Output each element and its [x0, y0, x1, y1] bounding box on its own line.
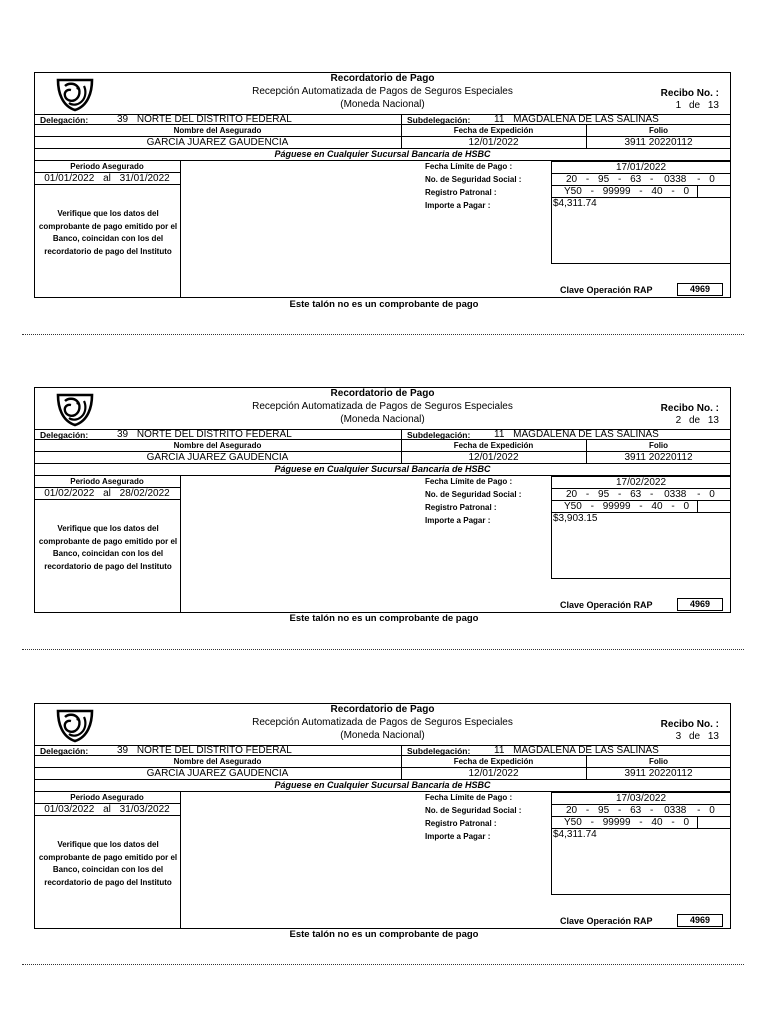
- subdelegacion-name: MAGDALENA DE LAS SALINAS: [513, 114, 659, 125]
- recibo-of: de: [688, 415, 701, 426]
- registro-value: [564, 818, 689, 828]
- slip-title: Recordatorio de Pago: [330, 388, 435, 399]
- nss-part: 20: [566, 489, 578, 500]
- registro-part: 40: [651, 501, 663, 512]
- nss-separator: -: [649, 489, 654, 500]
- fecha-limite-value: 17/03/2022: [615, 793, 667, 804]
- recibo-total: 13: [707, 731, 719, 742]
- clave-rap-value: 4969: [689, 915, 711, 925]
- fecha-limite-value: 17/01/2022: [615, 162, 667, 173]
- nss-label: No. de Seguridad Social :: [425, 175, 522, 184]
- delegacion-number: 39: [117, 429, 129, 440]
- nss-value: [566, 490, 715, 500]
- verify-notice: Verifique que los datos del comprobante de pago emitido por el Banco, coincidan con los del recordatorio de pago del Instituto: [38, 209, 178, 256]
- importe-label: Importe a Pagar :: [425, 832, 491, 841]
- nombre-label: Nombre del Asegurado: [173, 126, 262, 135]
- subdelegacion-label: Subdelegación:: [407, 746, 471, 756]
- periodo-from: 01/03/2022: [44, 804, 95, 815]
- slip-subtitle: Recepción Automatizada de Pagos de Seguros Especiales: [252, 717, 513, 728]
- verify-notice: Verifique que los datos del comprobante de pago emitido por el Banco, coincidan con los del recordatorio de pago del Instituto: [38, 524, 178, 571]
- clave-rap-value: 4969: [689, 284, 711, 294]
- registro-part: 99999: [602, 501, 631, 512]
- fecha-expedicion-value: 12/01/2022: [468, 768, 519, 779]
- not-receipt-notice: Este talón no es un comprobante de pago: [289, 299, 479, 310]
- nss-part: 95: [598, 805, 610, 816]
- recibo-label: Recibo No. :: [660, 719, 719, 730]
- fecha-limite-value: 17/02/2022: [615, 477, 667, 488]
- nombre-value: GARCIA JUAREZ GAUDENCIA: [146, 452, 289, 463]
- nombre-label: Nombre del Asegurado: [173, 441, 262, 450]
- delegacion-label: Delegación:: [40, 746, 89, 756]
- nss-part: 0: [709, 489, 715, 500]
- periodo-value: [34, 489, 180, 499]
- payment-slip: [34, 703, 731, 929]
- registro-part: 99999: [602, 817, 631, 828]
- recibo-of: de: [688, 100, 701, 111]
- subdelegacion-number: 11: [494, 429, 505, 440]
- nombre-value: GARCIA JUAREZ GAUDENCIA: [146, 768, 289, 779]
- registro-part: 0: [683, 817, 690, 828]
- nss-separator: -: [617, 174, 622, 185]
- nss-part: 0338: [664, 805, 687, 816]
- registro-separator: -: [671, 186, 675, 197]
- payment-slip: [34, 387, 731, 613]
- recibo-current: 3: [675, 731, 682, 742]
- nss-part: 63: [630, 174, 642, 185]
- subdelegacion-number: 11: [494, 114, 505, 125]
- cut-line: [22, 964, 744, 965]
- cut-line: [22, 649, 744, 650]
- clave-rap-label: Clave Operación RAP: [560, 600, 653, 610]
- paguese-banner: Páguese en Cualquier Sucursal Bancaria de HSBC: [274, 464, 491, 474]
- paguese-banner: Páguese en Cualquier Sucursal Bancaria de HSBC: [274, 149, 491, 159]
- registro-value: [564, 502, 689, 512]
- delegacion-name: NORTE DEL DISTRITO FEDERAL: [136, 745, 292, 756]
- fecha-expedicion-label: Fecha de Expedición: [453, 126, 534, 135]
- registro-part: 0: [683, 186, 690, 197]
- registro-label: Registro Patronal :: [425, 503, 497, 512]
- nss-part: 20: [566, 805, 578, 816]
- registro-separator: -: [671, 501, 675, 512]
- subdelegacion-label: Subdelegación:: [407, 430, 471, 440]
- verify-notice: Verifique que los datos del comprobante de pago emitido por el Banco, coincidan con los del recordatorio de pago del Instituto: [38, 840, 178, 887]
- registro-part: Y50: [564, 186, 582, 197]
- periodo-from: 01/02/2022: [44, 488, 95, 499]
- folio-value: 3911 20220112: [624, 452, 693, 463]
- fecha-limite-label: Fecha Límite de Pago :: [425, 162, 513, 171]
- slip-subtitle: Recepción Automatizada de Pagos de Seguros Especiales: [252, 86, 513, 97]
- registro-part: 0: [683, 501, 690, 512]
- not-receipt-notice: Este talón no es un comprobante de pago: [289, 613, 479, 624]
- nss-separator: -: [617, 489, 622, 500]
- nss-separator: -: [649, 174, 654, 185]
- nss-part: 63: [630, 805, 642, 816]
- slip-subtitle: Recepción Automatizada de Pagos de Seguros Especiales: [252, 401, 513, 412]
- registro-label: Registro Patronal :: [425, 188, 497, 197]
- folio-label: Folio: [648, 757, 669, 766]
- nss-separator: -: [585, 805, 590, 816]
- folio-value: 3911 20220112: [624, 768, 693, 779]
- nss-separator: -: [585, 174, 590, 185]
- fecha-expedicion-value: 12/01/2022: [468, 452, 519, 463]
- nss-separator: -: [585, 489, 590, 500]
- periodo-to: 31/01/2022: [119, 173, 170, 184]
- nss-label: No. de Seguridad Social :: [425, 490, 522, 499]
- registro-label: Registro Patronal :: [425, 819, 497, 828]
- nss-label: No. de Seguridad Social :: [425, 806, 522, 815]
- recibo-of: de: [688, 731, 701, 742]
- periodo-label: Periodo Asegurado: [70, 477, 144, 486]
- importe-value: $3,903.15: [553, 513, 598, 524]
- periodo-al: al: [103, 173, 111, 184]
- folio-label: Folio: [648, 126, 669, 135]
- fecha-limite-label: Fecha Límite de Pago :: [425, 793, 513, 802]
- registro-separator: -: [639, 501, 643, 512]
- registro-separator: -: [590, 817, 594, 828]
- registro-separator: -: [639, 817, 643, 828]
- nss-separator: -: [697, 805, 701, 816]
- nss-part: 95: [598, 489, 610, 500]
- periodo-from: 01/01/2022: [44, 173, 95, 184]
- subdelegacion-name: MAGDALENA DE LAS SALINAS: [513, 745, 659, 756]
- nss-value: [566, 175, 715, 185]
- clave-rap-label: Clave Operación RAP: [560, 916, 653, 926]
- slip-title: Recordatorio de Pago: [330, 73, 435, 84]
- not-receipt-notice: Este talón no es un comprobante de pago: [289, 929, 479, 940]
- recibo-number: [676, 101, 719, 111]
- subdelegacion-name: MAGDALENA DE LAS SALINAS: [513, 429, 659, 440]
- payment-slip: [34, 72, 731, 298]
- subdelegacion-label: Subdelegación:: [407, 115, 471, 125]
- folio-label: Folio: [648, 441, 669, 450]
- registro-part: Y50: [564, 501, 582, 512]
- nss-part: 0338: [664, 489, 687, 500]
- fecha-expedicion-label: Fecha de Expedición: [453, 441, 534, 450]
- importe-label: Importe a Pagar :: [425, 516, 491, 525]
- clave-rap-value: 4969: [689, 599, 711, 609]
- delegacion-label: Delegación:: [40, 430, 89, 440]
- recibo-number: [676, 732, 719, 742]
- delegacion-number: 39: [117, 114, 129, 125]
- importe-value: $4,311.74: [553, 829, 597, 840]
- nss-part: 0338: [664, 174, 687, 185]
- currency-note: (Moneda Nacional): [340, 414, 425, 425]
- recibo-label: Recibo No. :: [660, 88, 719, 99]
- currency-note: (Moneda Nacional): [340, 730, 425, 741]
- delegacion-label: Delegación:: [40, 115, 89, 125]
- fecha-expedicion-label: Fecha de Expedición: [453, 757, 534, 766]
- recibo-number: [676, 416, 719, 426]
- currency-note: (Moneda Nacional): [340, 99, 425, 110]
- nss-part: 0: [709, 805, 715, 816]
- registro-separator: -: [590, 186, 594, 197]
- periodo-to: 31/03/2022: [119, 804, 170, 815]
- nss-separator: -: [697, 174, 701, 185]
- periodo-value: [34, 805, 180, 815]
- folio-value: 3911 20220112: [624, 137, 693, 148]
- periodo-value: [34, 174, 180, 184]
- nss-value: [566, 806, 715, 816]
- registro-separator: -: [590, 501, 594, 512]
- registro-separator: -: [671, 817, 675, 828]
- nombre-value: GARCIA JUAREZ GAUDENCIA: [146, 137, 289, 148]
- fecha-expedicion-value: 12/01/2022: [468, 137, 519, 148]
- nss-separator: -: [649, 805, 654, 816]
- recibo-total: 13: [707, 415, 719, 426]
- nss-part: 95: [598, 174, 610, 185]
- delegacion-name: NORTE DEL DISTRITO FEDERAL: [136, 429, 292, 440]
- periodo-al: al: [103, 488, 111, 499]
- nss-part: 20: [566, 174, 578, 185]
- nss-part: 63: [630, 489, 642, 500]
- subdelegacion-number: 11: [494, 745, 505, 756]
- registro-value: [564, 187, 689, 197]
- recibo-total: 13: [707, 100, 719, 111]
- recibo-label: Recibo No. :: [660, 403, 719, 414]
- registro-part: 99999: [602, 186, 631, 197]
- periodo-to: 28/02/2022: [119, 488, 170, 499]
- paguese-banner: Páguese en Cualquier Sucursal Bancaria de HSBC: [274, 780, 491, 790]
- registro-part: Y50: [564, 817, 582, 828]
- delegacion-name: NORTE DEL DISTRITO FEDERAL: [136, 114, 292, 125]
- slip-title: Recordatorio de Pago: [330, 704, 435, 715]
- recibo-current: 2: [675, 415, 682, 426]
- registro-part: 40: [651, 817, 663, 828]
- periodo-al: al: [103, 804, 111, 815]
- nss-part: 0: [709, 174, 715, 185]
- nss-separator: -: [617, 805, 622, 816]
- periodo-label: Periodo Asegurado: [70, 793, 144, 802]
- registro-separator: -: [639, 186, 643, 197]
- registro-part: 40: [651, 186, 663, 197]
- cut-line: [22, 334, 744, 335]
- periodo-label: Periodo Asegurado: [70, 162, 144, 171]
- nss-separator: -: [697, 489, 701, 500]
- delegacion-number: 39: [117, 745, 129, 756]
- clave-rap-label: Clave Operación RAP: [560, 285, 653, 295]
- nombre-label: Nombre del Asegurado: [173, 757, 262, 766]
- importe-value: $4,311.74: [553, 198, 597, 209]
- fecha-limite-label: Fecha Límite de Pago :: [425, 477, 513, 486]
- recibo-current: 1: [675, 100, 682, 111]
- importe-label: Importe a Pagar :: [425, 201, 491, 210]
